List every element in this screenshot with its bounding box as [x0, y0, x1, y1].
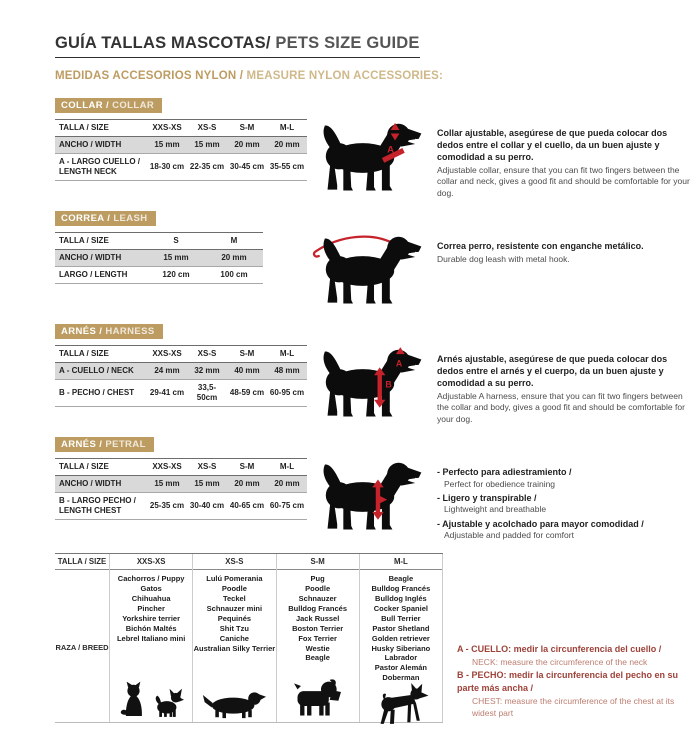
collar-description-es: Collar ajustable, asegúrese de que pueda colocar dos dedos entre el collar y el cuello, da un buen ajuste y comodidad a su perro. — [437, 128, 668, 162]
note-b-es: B - PECHO: medir la circunferencia del pecho en su parte más ancha / — [457, 669, 679, 693]
petral-features — [427, 458, 694, 544]
leash-size-table — [55, 232, 263, 284]
table-cell: XXS-XS — [110, 554, 192, 570]
table-cell: 60-95 cm — [269, 388, 305, 398]
breed-item: Golden retriever — [371, 633, 430, 643]
table-cell: 18-30 cm — [149, 162, 185, 171]
table-cell: XS-S — [197, 123, 217, 132]
breed-item: Pincher — [137, 603, 165, 613]
table-cell: XXS-XS — [152, 349, 182, 359]
petral-bullet — [437, 493, 690, 516]
table-cell: ANCHO / WIDTH — [59, 253, 122, 263]
table-row — [55, 476, 307, 493]
breed-col-xxs-xs — [109, 554, 192, 722]
table-cell: 29-41 cm — [149, 388, 185, 398]
table-cell: 40-65 cm — [229, 501, 265, 511]
collar-badge-es: COLLAR / — [61, 100, 113, 111]
table-cell: A - CUELLO / NECK — [59, 366, 134, 376]
table-cell: ANCHO / WIDTH — [59, 140, 122, 149]
measurement-notes — [443, 643, 694, 723]
table-header-row — [55, 119, 307, 137]
table-cell: 48 mm — [274, 366, 300, 376]
table-cell: XXS-XS — [152, 123, 182, 132]
breed-item: Doberman — [382, 673, 420, 683]
table-cell: M-L — [360, 554, 442, 570]
table-header-row — [55, 345, 307, 363]
dachshund-icon — [202, 687, 266, 719]
dog-silhouette-icon — [324, 124, 423, 191]
petral-section — [55, 434, 694, 544]
petral-bullet-en: Adjustable and padded for comfort — [444, 530, 574, 541]
table-cell: 100 cm — [220, 270, 248, 280]
breed-item: Labrador — [384, 653, 418, 663]
leash-badge-es: CORREA / — [61, 213, 114, 225]
collar-section — [55, 95, 694, 199]
table-cell: M-L — [279, 123, 295, 132]
table-cell: 20 mm — [221, 253, 247, 263]
table-cell: 15 mm — [154, 140, 180, 149]
breed-item: Chihuahua — [131, 594, 171, 604]
table-row — [55, 380, 307, 407]
petral-bullet — [437, 519, 690, 542]
dog-petral-illustration — [307, 456, 427, 538]
cat-icon — [119, 681, 148, 719]
svg-text:A: A — [395, 358, 403, 369]
table-header-row — [55, 458, 307, 476]
breed-item: Bull Terrier — [381, 613, 421, 623]
leash-description-es: Correa perro, resistente con enganche metálico. — [437, 241, 644, 252]
dog-silhouette-icon — [324, 350, 423, 417]
breed-item: Pug — [310, 574, 325, 584]
note-a-es: A - CUELLO: medir la circunferencia del cuello / — [457, 644, 662, 655]
breed-item: Beagle — [388, 574, 414, 584]
table-cell: B - PECHO / CHEST — [59, 388, 135, 398]
table-cell: 15 mm — [194, 479, 220, 489]
breed-item: Pequinés — [217, 613, 252, 623]
petral-badge-en: PETRAL — [105, 439, 146, 451]
table-cell: S-M — [239, 462, 255, 472]
breed-col-s-m — [276, 554, 359, 722]
petral-bullet-es: - Ligero y transpirable / — [437, 492, 537, 503]
leash-badge-en: LEASH — [113, 213, 148, 225]
breed-item: Bulldog Francés — [371, 584, 431, 594]
table-row — [55, 137, 307, 154]
petral-bullet-es: - Perfecto para adiestramiento / — [437, 467, 572, 478]
petral-bullet-en: Lightweight and breathable — [444, 504, 547, 515]
breed-item: Shit Tzu — [219, 623, 249, 633]
breed-item: Cocker Spaniel — [373, 603, 428, 613]
breed-item: Westie — [305, 643, 330, 653]
petral-bullet-en: Perfect for obedience training — [444, 478, 556, 489]
table-cell: 20 mm — [274, 140, 300, 149]
table-cell: M-L — [279, 349, 295, 359]
breed-item: Yorkshire terrier — [122, 613, 181, 623]
table-cell: TALLA / SIZE — [55, 554, 109, 570]
harness-size-table — [55, 345, 307, 407]
petral-badge — [55, 437, 154, 452]
dog-silhouette-icon — [324, 463, 423, 530]
page-title-es: GUÍA TALLAS MASCOTAS/ — [55, 34, 271, 52]
page-subtitle — [55, 70, 694, 82]
harness-description-en: Adjustable A harness, ensure that you can fit two fingers between the collar and body, gives a good fit and should be comfortable for your dog. — [437, 390, 685, 424]
dog-silhouette-icon — [324, 237, 423, 304]
table-cell: S-M — [239, 123, 255, 132]
table-cell: 24 mm — [154, 366, 180, 376]
table-cell: 15 mm — [163, 253, 189, 263]
table-cell: 15 mm — [154, 479, 180, 489]
table-cell: 20 mm — [234, 140, 260, 149]
harness-badge — [55, 324, 163, 339]
table-cell: ANCHO / WIDTH — [59, 479, 122, 489]
petral-bullet — [437, 467, 690, 490]
breed-item: Poodle — [305, 584, 331, 594]
doberman-icon — [372, 683, 430, 727]
table-cell: M-L — [279, 462, 295, 472]
table-cell: 30-40 cm — [189, 501, 225, 511]
table-cell: S-M — [277, 554, 359, 570]
table-cell: 40 mm — [234, 366, 260, 376]
table-cell: TALLA / SIZE — [59, 462, 109, 472]
breed-item: Fox Terrier — [298, 633, 337, 643]
dog-leash-illustration — [307, 230, 427, 312]
table-cell: XXS-XS — [152, 462, 182, 472]
table-cell: XS-S — [197, 462, 217, 472]
breed-item: Husky Siberiano — [371, 643, 431, 653]
harness-badge-en: HARNESS — [105, 326, 155, 338]
table-row — [55, 267, 263, 284]
page-title — [55, 34, 420, 58]
breed-item: Schnauzer mini — [206, 603, 263, 613]
svg-text:B: B — [385, 379, 392, 390]
collar-badge-en: COLLAR — [112, 100, 155, 111]
table-cell: S-M — [239, 349, 255, 359]
breed-item: Cachorros / Puppy — [117, 574, 185, 584]
collar-badge — [55, 98, 162, 113]
breed-item: Poodle — [221, 584, 247, 594]
table-cell: TALLA / SIZE — [59, 236, 109, 246]
breed-item: Australian Silky Terrier — [193, 643, 276, 653]
breed-row-label: RAZA / BREED — [55, 643, 109, 653]
breed-item: Lulú Pomerania — [206, 574, 263, 584]
table-cell: S — [173, 236, 179, 246]
dog-harness-illustration — [307, 343, 427, 425]
schnauzer-icon — [294, 679, 341, 719]
table-row — [55, 363, 307, 380]
harness-section — [55, 321, 694, 425]
petral-size-table — [55, 458, 307, 520]
table-cell: 35-55 cm — [269, 162, 305, 171]
breed-list — [360, 574, 442, 683]
table-cell: 33,5-50cm — [196, 383, 218, 403]
breed-item: Caniche — [219, 633, 249, 643]
chihuahua-icon — [151, 686, 184, 719]
table-row — [55, 154, 307, 181]
table-cell: LARGO / LENGTH — [59, 270, 128, 280]
table-cell: 32 mm — [194, 366, 220, 376]
collar-description-en: Adjustable collar, ensure that you can fit two fingers between the collar and neck, gives a good fit and should be comfortable for your dog. — [437, 164, 690, 198]
collar-size-table — [55, 119, 307, 181]
breed-item: Bulldog Francés — [288, 603, 347, 613]
table-cell: 60-75 cm — [269, 501, 305, 511]
leash-section — [55, 208, 694, 312]
note-b-en: CHEST: measure the circumference of the chest at its widest part — [472, 695, 675, 718]
leash-description — [427, 232, 694, 265]
table-cell: XS-S — [193, 554, 275, 570]
table-row — [55, 493, 307, 520]
breed-col-label — [55, 554, 109, 722]
table-cell: 30-45 cm — [229, 162, 265, 171]
breed-item: Lebrel Italiano mini — [116, 633, 186, 643]
table-cell: 48-59 cm — [229, 388, 265, 398]
breed-item: Bichón Maltés — [125, 623, 177, 633]
petral-badge-es: ARNÉS / — [61, 439, 106, 451]
note-a-en: NECK: measure the circumference of the neck — [472, 657, 648, 668]
breed-item: Gatos — [140, 584, 162, 594]
dog-collar-illustration — [307, 117, 427, 199]
table-header-row — [55, 232, 263, 250]
table-cell: 25-35 cm — [149, 501, 185, 511]
table-row — [55, 250, 263, 267]
table-cell: A - LARGO CUELLO / LENGTH NECK — [59, 157, 141, 176]
breed-list — [277, 574, 359, 663]
breed-item: Beagle — [305, 653, 330, 663]
breed-item: Schnauzer — [298, 594, 337, 604]
table-cell: TALLA / SIZE — [59, 349, 109, 359]
table-cell: TALLA / SIZE — [59, 123, 109, 132]
harness-description — [427, 345, 694, 425]
table-cell: M — [230, 236, 238, 246]
table-cell: XS-S — [197, 349, 217, 359]
page-subtitle-es: MEDIDAS ACCESORIOS NYLON / — [55, 70, 244, 82]
breed-item: Pastor Alemán — [374, 663, 427, 673]
breed-item: Bulldog Inglés — [375, 594, 427, 604]
breed-list — [193, 574, 275, 653]
svg-text:A: A — [387, 144, 395, 156]
page-title-en: PETS SIZE GUIDE — [270, 34, 420, 52]
collar-description — [427, 119, 694, 199]
breed-item: Teckel — [222, 594, 246, 604]
table-cell: 20 mm — [234, 479, 260, 489]
petral-bullet-es: - Ajustable y acolchado para mayor comodidad / — [437, 518, 644, 529]
breed-col-m-l — [359, 554, 443, 722]
table-cell: 22-35 cm — [189, 162, 225, 171]
table-cell: 120 cm — [162, 270, 190, 280]
harness-description-es: Arnés ajustable, asegúrese de que pueda colocar dos dedos entre el arnés y el cuerpo, da un buen ajuste y comodidad a su perro. — [437, 354, 668, 388]
table-cell: 15 mm — [194, 140, 220, 149]
harness-badge-es: ARNÉS / — [61, 326, 106, 338]
breed-item: Boston Terrier — [292, 623, 344, 633]
breed-table — [55, 553, 443, 723]
breed-item: Jack Russel — [295, 613, 340, 623]
table-cell: B - LARGO PECHO / LENGTH CHEST — [59, 496, 136, 516]
breed-item: Pastor Shetland — [372, 623, 430, 633]
leash-badge — [55, 211, 156, 226]
breed-col-xs-s — [192, 554, 275, 722]
leash-description-en: Durable dog leash with metal hook. — [437, 253, 570, 264]
page-subtitle-en: MEASURE NYLON ACCESSORIES: — [243, 70, 444, 82]
table-cell: 20 mm — [274, 479, 300, 489]
breed-list — [110, 574, 192, 643]
